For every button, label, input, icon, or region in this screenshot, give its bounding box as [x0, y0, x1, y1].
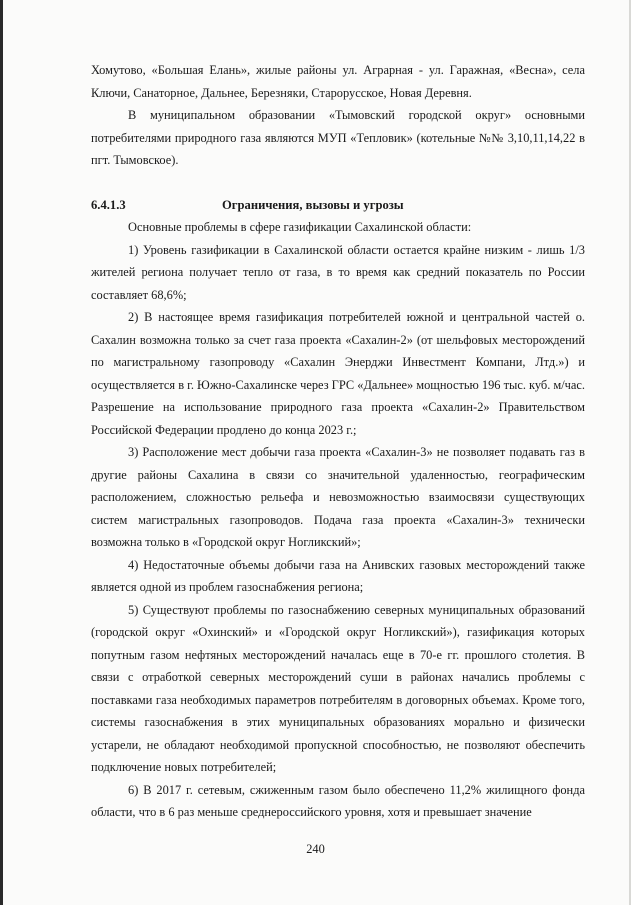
section-title: Ограничения, вызовы и угрозы — [222, 197, 404, 212]
page-content — [91, 59, 585, 824]
list-item-6: 6) В 2017 г. сетевым, сжиженным газом было обеспечено 11,2% жилищного фонда области, что в 6 раз меньше среднероссийского уровня, хотя и превышает значение — [91, 782, 585, 819]
list-item-2: 2) В настоящее время газификация потребителей южной и центральной частей о. Сахалин возможна только за счет газа проекта «Сахалин-2» (от шельфовых месторождений по магистральному газопроводу «Сахалин Энерджи Инвестмент Компани, Лтд.») и осуществляется в г. Южно-Сахалинске через ГРС «Дальнее» мощностью 196 тыс. куб. м/час. Разрешение на использование природного газа проекта «Сахалин-2» Правительством Российской Федерации продлено до конца 2023 г.; — [91, 310, 586, 437]
page-number: 240 — [306, 842, 325, 856]
scan-left-edge — [0, 0, 3, 905]
list-item-3: 3) Расположение мест добычи газа проекта «Сахалин-3» не позволяет подавать газ в другие районы Сахалина в связи со значительной удаленностью, географическим расположением, сложностью рельефа и невозможностью взаимосвязи существующих систем магистральных газопроводов. Подача газа проекта «Сахалин-3» технически возможна только в «Городской округ Ногликский»; — [91, 445, 585, 549]
list-item-1: 1) Уровень газификации в Сахалинской области остается крайне низким - лишь 1/3 жителей региона получает тепло от газа, в то время как средний показатель по России составляет 68,6%; — [91, 242, 585, 302]
list-item-4: 4) Недостаточные объемы добычи газа на Анивских газовых месторождений также является одной из проблем газоснабжения региона; — [91, 557, 585, 594]
intro-paragraph: Основные проблемы в сфере газификации Сахалинской области: — [128, 220, 472, 234]
continuation-paragraph: Хомутово, «Большая Елань», жилые районы ул. Аграрная - ул. Гаражная, «Весна», села Ключи, Санаторное, Дальнее, Березняки, Старорусское, Новая Деревня. — [91, 63, 585, 100]
list-item-5: 5) Существуют проблемы по газоснабжению северных муниципальных образований (городской округ «Охинский» и «Городской округ Ногликский»), газификация которых попутным газом нефтяных месторождений началась еще в 70-е гг. прошлого столетия. В связи с отработкой северных месторождений суши в районах начались проблемы с поставками газа необходимых параметров потребителям в договорных объемах. Кроме того, системы газоснабжения в этих муниципальных образованиях морально и физически устарели, не обладают необходимой пропускной способностью, не позволяют обеспечить подключение новых потребителей; — [91, 602, 585, 774]
tymovsky-paragraph: В муниципальном образовании «Тымовский городской округ» основными потребителями природного газа являются МУП «Тепловик» (котельные №№ 3,10,11,14,22 в пгт. Тымовское). — [91, 108, 585, 167]
section-heading — [91, 194, 585, 217]
section-number: 6.4.1.3 — [91, 197, 126, 212]
